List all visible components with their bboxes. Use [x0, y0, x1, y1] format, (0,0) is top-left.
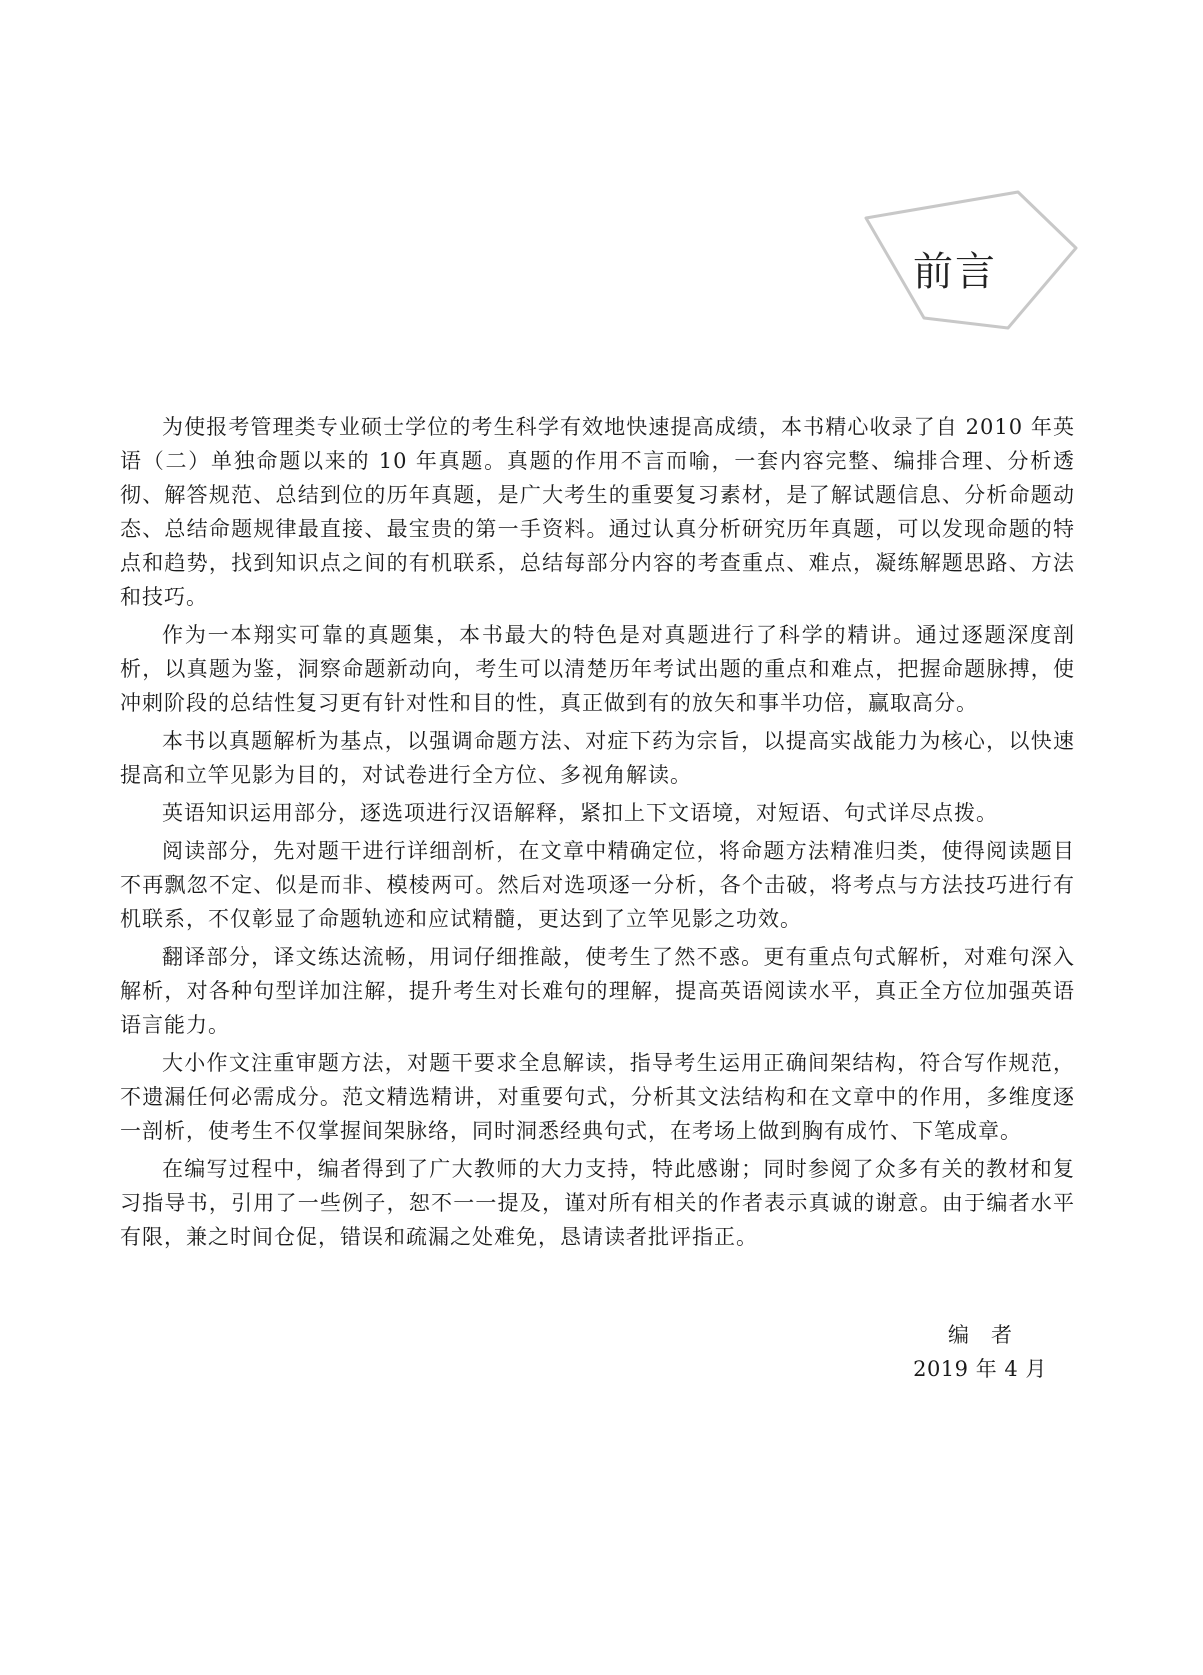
title-badge: [858, 188, 1080, 358]
page-title: 前言: [913, 249, 997, 295]
paragraph: 为使报考管理类专业硕士学位的考生科学有效地快速提高成绩，本书精心收录了自 2010 年英语（二）单独命题以来的 10 年真题。真题的作用不言而喻，一套内容完整、编排合理、分析透彻、解答规范、总结到位的历年真题，是广大考生的重要复习素材，是了解试题信息、分析命题动态、总结命题规律最直接、最宝贵的第一手资料。通过认真分析研究历年真题，可以发现命题的特点和趋势，找到知识点之间的有机联系，总结每部分内容的考查重点、难点，凝练解题思路、方法和技巧。: [120, 415, 1075, 609]
paragraph: 英语知识运用部分，逐选项进行汉语解释，紧扣上下文语境，对短语、句式详尽点拨。: [162, 801, 998, 825]
paragraph: 作为一本翔实可靠的真题集，本书最大的特色是对真题进行了科学的精讲。通过逐题深度剖析，以真题为鉴，洞察命题新动向，考生可以清楚历年考试出题的重点和难点，把握命题脉搏，使冲刺阶段的总结性复习更有针对性和目的性，真正做到有的放矢和事半功倍，赢取高分。: [120, 623, 1075, 715]
signature-block: [900, 1318, 1060, 1386]
paragraph: 阅读部分，先对题干进行详细剖析，在文章中精确定位，将命题方法精准归类，使得阅读题目不再飘忽不定、似是而非、模棱两可。然后对选项逐一分析，各个击破，将考点与方法技巧进行有机联系，不仅彰显了命题轨迹和应试精髓，更达到了立竿见影之功效。: [120, 839, 1075, 931]
preface-body: [120, 410, 1075, 1258]
author-signature: 编者: [948, 1323, 1034, 1347]
paragraph: 本书以真题解析为基点，以强调命题方法、对症下药为宗旨，以提高实战能力为核心，以快速提高和立竿见影为目的，对试卷进行全方位、多视角解读。: [120, 729, 1075, 787]
paragraph: 翻译部分，译文练达流畅，用词仔细推敲，使考生了然不惑。更有重点句式解析，对难句深入解析，对各种句型详加注解，提升考生对长难句的理解，提高英语阅读水平，真正全方位加强英语语言能力。: [120, 945, 1075, 1037]
paragraph: 大小作文注重审题方法，对题干要求全息解读，指导考生运用正确间架结构，符合写作规范，不遗漏任何必需成分。范文精选精讲，对重要句式，分析其文法结构和在文章中的作用，多维度逐一剖析，使考生不仅掌握间架脉络，同时洞悉经典句式，在考场上做到胸有成竹、下笔成章。: [120, 1051, 1075, 1143]
paragraph: 在编写过程中，编者得到了广大教师的大力支持，特此感谢；同时参阅了众多有关的教材和复习指导书，引用了一些例子，恕不一一提及，谨对所有相关的作者表示真诚的谢意。由于编者水平有限，兼之时间仓促，错误和疏漏之处难免，恳请读者批评指正。: [120, 1157, 1075, 1249]
signature-date: 2019 年 4 月: [913, 1357, 1047, 1381]
